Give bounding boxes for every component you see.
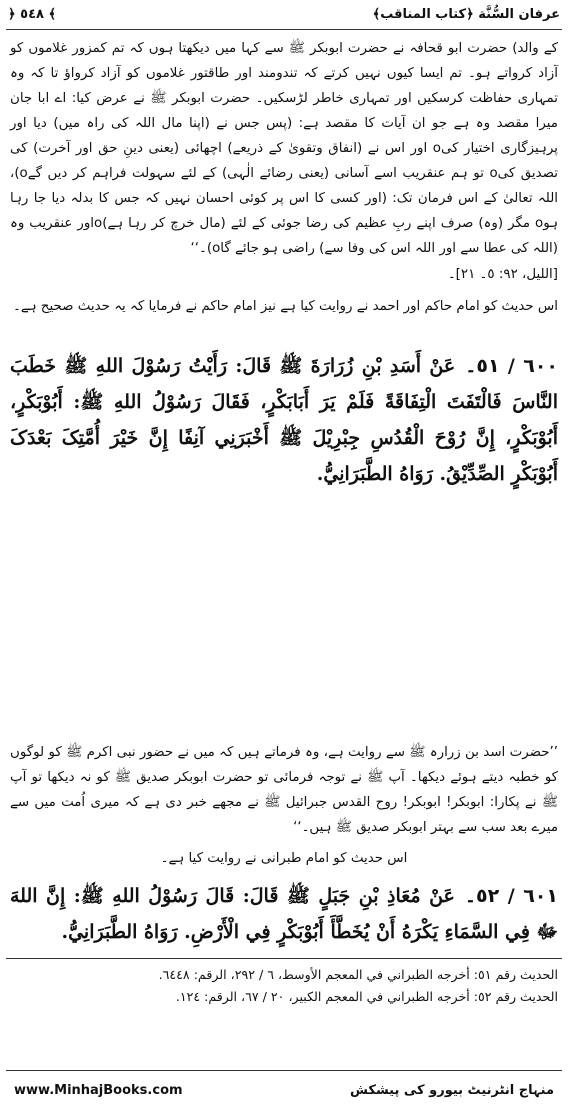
hadith-600-text: عَنْ أَسَدِ بْنِ زُرَارَةَ ﷺ قَالَ: رَأَيْتُ رَسُوْلَ اللهِ ﷺ خَطَبَ النَّاسَ فَالْتَفَتَ الْتِفَاقَةً فَلَمْ يَرَ أَبَابَكْرٍ، فَقَالَ رَسُوْلُ اللهِ ﷺ: أَبُوْبَكْرٍ، أَبُوْبَكْرٍ، إِنَّ رُوْحَ الْقُدُسِ جِبْرِيْلَ ﷺ أَخْبَرَنِي آنِفًا إِنَّ خَيْرَ أُمَّتِکَ بَعْدَکَ أَبُوْبَكْرٍ الصِّدِّيْقُ. رَوَاهُ الطَّبَرَانِيُّ. <box>10 355 558 485</box>
book-title: عرفان السُّنَّة ﴿كتاب المناقب﴾ <box>372 6 560 22</box>
hadith-601-arabic <box>10 878 558 950</box>
urdu-paragraph-2: اس حدیث کو امام حاکم اور احمد نے روایت کیا ہے نیز امام حاکم نے فرمایا کہ یہ حدیث صحیح ہے۔ <box>13 299 558 314</box>
website-link[interactable]: www.MinhajBooks.com <box>14 1082 183 1098</box>
hadith-601-number: ٦٠١ / ٥٢۔ <box>464 885 558 907</box>
hadith-600-narration: اس حدیث کو امام طبرانی نے روایت کیا ہے۔ <box>160 851 408 866</box>
footnotes <box>10 964 558 1008</box>
presenter-text: منہاج انٹرنیٹ بیورو کی پیشکش <box>350 1082 554 1098</box>
hadith-600-urdu: ’’حضرت اسد بن زرارہ ﷺ سے روایت ہے، وہ فرماتے ہیں کہ میں نے حضور نبی اکرم ﷺ کو لوگوں کو خطبہ دیتے ہوئے دیکھا۔ آپ ﷺ نے توجہ فرمائی تو حضرت ابوبکر صدیق ﷺ کو نہ دیکھا تو آپ ﷺ نے پکارا: ابوبکر! ابوبکر! روح القدس جبرائیل ﷺ نے مجھے خبر دی ہے کہ میری اُمت میں سے میرے بعد سب سے بہتر ابوبکر صدیق ﷺ ہیں۔‘‘ <box>10 745 558 835</box>
urdu-paragraph-1: کے والد) حضرت ابو قحافہ نے حضرت ابوبکر ﷺ سے کہا میں دیکھتا ہوں کہ تم کمزور غلاموں کو آزاد کرواتے ہو۔ تم ایسا کیوں نہیں کرتے کہ تندومند اور طاقتور غلاموں کو آزاد کرواؤ تا کہ وہ تمہاری حفاظت کرسکیں اور تمہاری خاطر لڑسکیں۔ حضرت ابوبکر ﷺ نے عرض کیا: اے ابا جان میرا مقصد وہ ہے جو ان آیات کا مقصد ہے: (پس جس نے (اپنا مال اللہ کی راہ میں) دیا اور پرہیزگاری اختیار کیo اور اس نے (انفاق وتقویٰ کے ذریعے) اچھائی (یعنی دینِ حق اور آخرت) کی تصدیق کیo تو ہم عنقریب اسے آسانی (یعنی رضائے الٰہی) کے لئے سہولت فراہم کر دیں گےo)، اللہ تعالیٰ کے اس فرمان تک: (اور کسی کا اس پر کوئی احسان نہیں کہ جس کا بدلہ دیا جا رہا ہوo مگر (وہ) صرف اپنے ربِ عظیم کی رضا جوئی کے لئے (مال خرچ کر رہا ہے)oاور عنقریب وہ (اللہ کی عطا سے اور اللہ اس کی وفا سے) راضی ہو جائے گاo)۔‘‘ <box>10 41 559 256</box>
verse-citation: [اللیل، ٩٢: ٥۔ ٢١]۔ <box>447 267 558 282</box>
page-footer <box>0 1074 568 1106</box>
footnote-rule <box>6 958 562 959</box>
header-rule <box>6 29 562 30</box>
hadith-600-number: ٦٠٠ / ٥١۔ <box>465 355 558 377</box>
hadith-600-arabic <box>10 348 558 492</box>
footnote-1: الحديث رقم ٥١: أخرجه الطبراني في المعجم الأوسط، ٦ / ٢٩٢، الرقم: ٦٤٤٨. <box>158 967 558 982</box>
hadith-601-text: عَنْ مُعَاذِ بْنِ جَبَلٍ ﷺ قَالَ: قَالَ رَسُوْلُ اللهِ ﷺ: إِنَّ اللهَ ﷻ فِي السَّمَاءِ يَكْرَهُ أَنْ يُخَطَّأَ أَبُوْبَكْرٍ فِي الْأَرْضِ. رَوَاهُ الطَّبَرَانِيُّ. <box>10 885 558 943</box>
page-header <box>0 0 568 28</box>
footnote-2: الحديث رقم ٥٢: أخرجه الطبراني في المعجم الكبير، ٢٠ / ٦٧، الرقم: ١٢٤. <box>175 989 558 1004</box>
page-number: ﴿ ٥٤٨ ﴾ <box>8 6 57 22</box>
footer-rule <box>6 1070 562 1071</box>
